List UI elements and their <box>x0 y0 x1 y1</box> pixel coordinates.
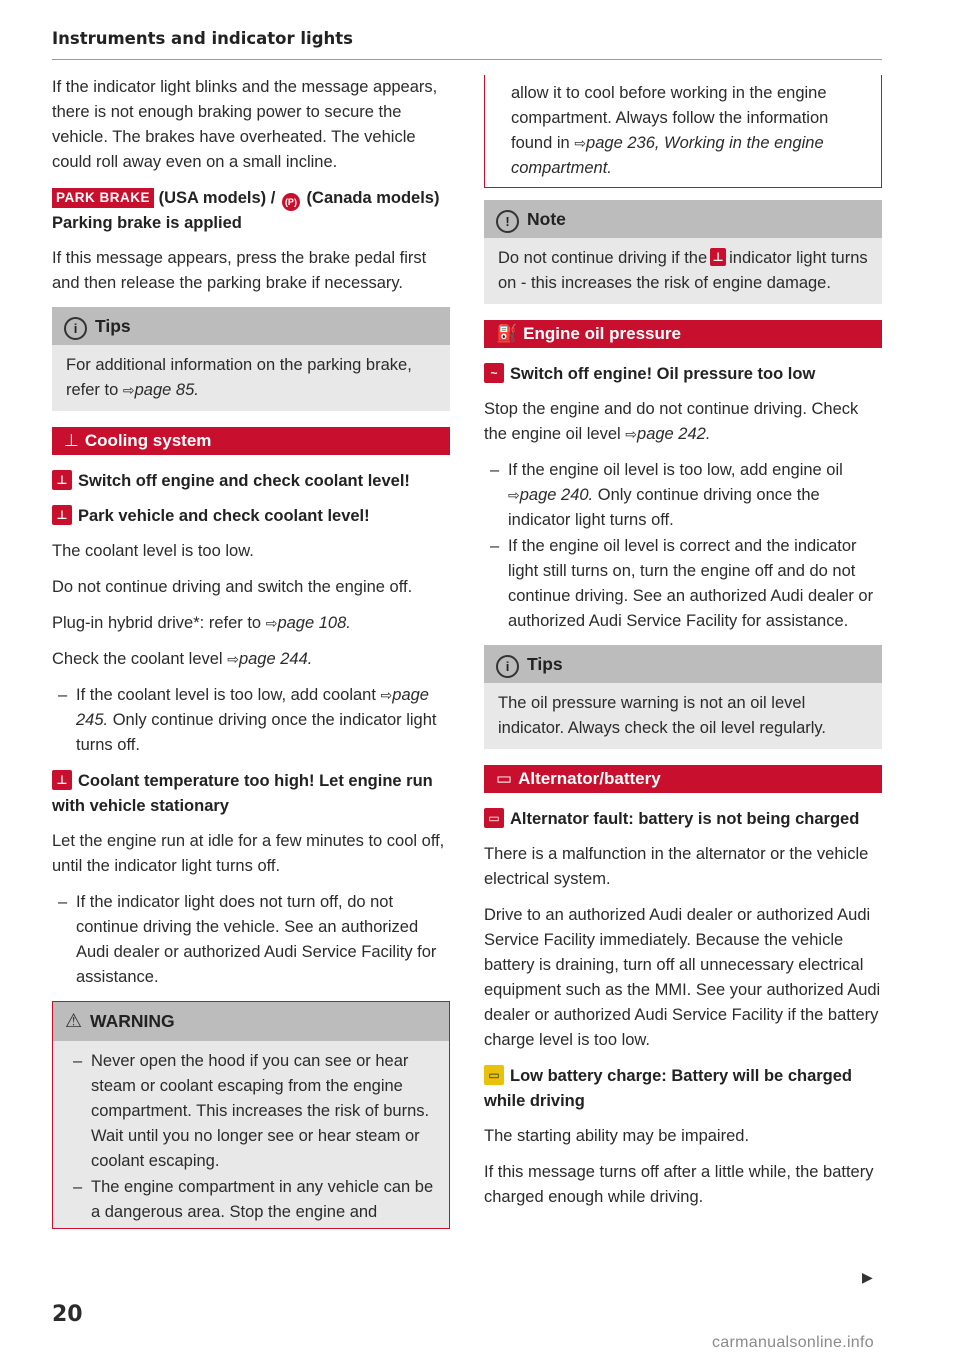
page-ref-link[interactable]: ⇨page 242. <box>625 425 711 443</box>
warning-triangle-icon: ⚠ <box>65 1011 83 1032</box>
page-ref-link[interactable]: ⇨page 236, Working in the engine compartment. <box>511 134 824 177</box>
warning-continuation: allow it to cool before working in the engine compartment. Always follow the information found in ⇨page 236, Working in the engine compartment. <box>484 75 882 188</box>
tips-box-oil: i Tips The oil pressure warning is not an oil level indicator. Always check the oil level regularly. <box>484 645 882 749</box>
alternator-battery-banner: ▭ Alternator/battery <box>484 765 882 793</box>
parking-brake-heading: PARK BRAKE (USA models) / (P) (Canada models) Parking brake is applied <box>52 189 440 232</box>
battery-warning-icon: ▭ <box>484 808 504 828</box>
arrow-right-icon: ⇨ <box>380 687 393 703</box>
list-item: – If the engine oil level is too low, add engine oil ⇨page 240. Only continue driving once the indicator light turns off. <box>484 458 882 533</box>
arrow-right-icon: ⇨ <box>265 615 278 631</box>
watermark: carmanualsonline.info <box>712 1334 874 1351</box>
coolant-icon: ⊥ <box>64 431 79 450</box>
list-item: – If the indicator light does not turn off, do not continue driving the vehicle. See an authorized Audi dealer or authorized Audi Service Facility for assistance. <box>52 890 450 990</box>
cooling-msg-3: ⊥ Coolant temperature too high! Let engine run with vehicle stationary <box>52 772 433 815</box>
continue-arrow-icon: ▶ <box>862 1269 873 1285</box>
note-box: ! Note Do not continue driving if the ⊥ indicator light turns on - this increases the risk of engine damage. <box>484 200 882 304</box>
arrow-right-icon: ⇨ <box>574 135 587 151</box>
tips-header: i Tips <box>52 307 450 345</box>
page-ref-link[interactable]: ⇨page 108. <box>265 614 351 632</box>
cooling-system-banner: ⊥ Cooling system <box>52 427 450 455</box>
page-ref-link[interactable]: ⇨page 85. <box>122 381 199 399</box>
page-ref-link[interactable]: ⇨page 240. <box>508 486 594 504</box>
oil-pressure-icon: ~ <box>484 363 504 383</box>
intro-paragraph: If the indicator light blinks and the message appears, there is not enough braking power to secure the vehicle. The brakes have overheated. The vehicle could roll away even on a small incline. <box>52 78 438 171</box>
coolant-warning-icon: ⊥ <box>52 470 72 490</box>
park-brake-badge: PARK BRAKE <box>52 188 154 208</box>
parking-brake-icon: (P) <box>282 193 300 211</box>
battery-charge-icon: ▭ <box>484 1065 504 1085</box>
tips-header: i Tips <box>484 645 882 683</box>
tips-box-parking: i Tips For additional information on the parking brake, refer to ⇨page 85. <box>52 307 450 411</box>
battery-msg: ▭ Low battery charge: Battery will be charged while driving <box>484 1067 853 1110</box>
parking-brake-title: Parking brake is applied <box>52 214 242 232</box>
info-icon: i <box>496 655 519 678</box>
list-item: – Never open the hood if you can see or hear steam or coolant escaping from the engine compartment. This increases the risk of burns. Wait until you no longer see or hear steam or coolant escaping. <box>67 1049 435 1174</box>
oil-msg: ~ Switch off engine! Oil pressure too low <box>484 362 882 387</box>
page-ref-link[interactable]: ⇨page 245. <box>76 686 429 729</box>
list-item: – If the coolant level is too low, add coolant ⇨page 245. Only continue driving once the indicator light turns off. <box>52 683 450 758</box>
coolant-warning-icon: ⊥ <box>710 248 726 266</box>
cooling-list <box>52 683 450 758</box>
alternator-msg: ▭ Alternator fault: battery is not being charged <box>484 807 882 832</box>
left-column: If the indicator light blinks and the message appears, there is not enough braking power to secure the vehicle. The brakes have overheated. The vehicle could roll away even on a small incline. PARK BRAKE (USA models) / (P) (Canada models) Parking brake is applied If this message appears, press the brake pedal first and then release the parking brake if necessary. i Tips For additional information on the parking brake, refer to ⇨page 85. ⊥ Cooling system ⊥ Switch off engine and check coolant level! ⊥ Park vehicle and check coolant level! The coolant level is too low. Do not continue driving and switch the engine off. Plug-in hybrid drive*: refer to ⇨page 108. Check the coolant level ⇨page 244. – If the coolant level is too low, add coolant ⇨page 245. Only continue driving once the indicator light turns off. ⊥ Coolant temperature too high! Let engine run with vehicle stationary Let the engine run at idle for a few minutes to cool off, until the indicator light turns off. – If the indicator light does not turn off, do not continue driving the vehicle. See an authorized Audi dealer or authorized Audi Service Facility for assistance. ⚠ WARNING – Never open the hood if you can see or hear steam or coolant escaping from the engine compartment. This increases the risk of burns. Wait until you no longer see or hear steam or coolant escaping. – The engine compartment in any vehicle can be a dangerous area. Stop the engine and <box>52 75 450 1229</box>
battery-icon: ▭ <box>496 769 513 788</box>
oil-can-icon: ⛽ <box>496 324 518 343</box>
parking-brake-body: If this message appears, press the brake pedal first and then release the parking brake if necessary. <box>52 249 427 292</box>
coolant-warning-icon: ⊥ <box>52 505 72 525</box>
cooling-msg-1: ⊥ Switch off engine and check coolant level! <box>52 469 450 494</box>
arrow-right-icon: ⇨ <box>625 426 638 442</box>
page-number: 20 <box>52 1302 83 1327</box>
note-header: ! Note <box>484 200 882 238</box>
list-item: – If the engine oil level is correct and the indicator light still turns on, turn the engine off and do not continue driving. See an authorized Audi dealer or authorized Audi Service Facility for assistance. <box>484 534 882 634</box>
cooling-msg-2: ⊥ Park vehicle and check coolant level! <box>52 504 450 529</box>
engine-oil-pressure-banner: ⛽ Engine oil pressure <box>484 320 882 348</box>
right-column: allow it to cool before working in the engine compartment. Always follow the information found in ⇨page 236, Working in the engine compartment. ! Note Do not continue driving if the ⊥ indicator light turns on - this increases the risk of engine damage. ⛽ Engine oil pressure ~ Switch off engine! Oil pressure too low Stop the engine and do not continue driving. Check the engine oil level ⇨page 242. – If the engine oil level is too low, add engine oil ⇨page 240. Only continue driving once the indicator light turns off. – If the engine oil level is correct and the indicator light still turns on, turn the engine off and do not continue driving. See an authorized Audi dealer or authorized Audi Service Facility for assistance. i Tips The oil pressure warning is not an oil level indicator. Always check the oil level regularly. ▭ Alternator/battery ▭ Alternator fault: battery is not being charged There is a malfunction in the alternator or the vehicle electrical system. Drive to an authorized Audi dealer or authorized Audi Service Facility immediately. Because the vehicle battery is draining, turn off all unnecessary electrical equipment such as the MMI. See your authorized Audi dealer or authorized Audi Service Facility if the battery charge level is too low. ▭ Low battery charge: Battery will be charged while driving The starting ability may be impaired. If this message turns off after a little while, the battery charged enough while driving. <box>484 75 882 1221</box>
list-item: – The engine compartment in any vehicle can be a dangerous area. Stop the engine and <box>67 1175 435 1225</box>
warning-header: ⚠ WARNING <box>53 1002 449 1041</box>
arrow-right-icon: ⇨ <box>122 382 135 398</box>
coolant-warning-icon: ⊥ <box>52 770 72 790</box>
arrow-right-icon: ⇨ <box>227 651 239 667</box>
info-icon: i <box>64 317 87 340</box>
warning-box <box>52 1001 450 1229</box>
arrow-right-icon: ⇨ <box>508 487 520 503</box>
note-icon: ! <box>496 210 519 233</box>
page-header: Instruments and indicator lights <box>52 26 882 60</box>
page-ref-link[interactable]: ⇨page 244. <box>227 650 313 668</box>
